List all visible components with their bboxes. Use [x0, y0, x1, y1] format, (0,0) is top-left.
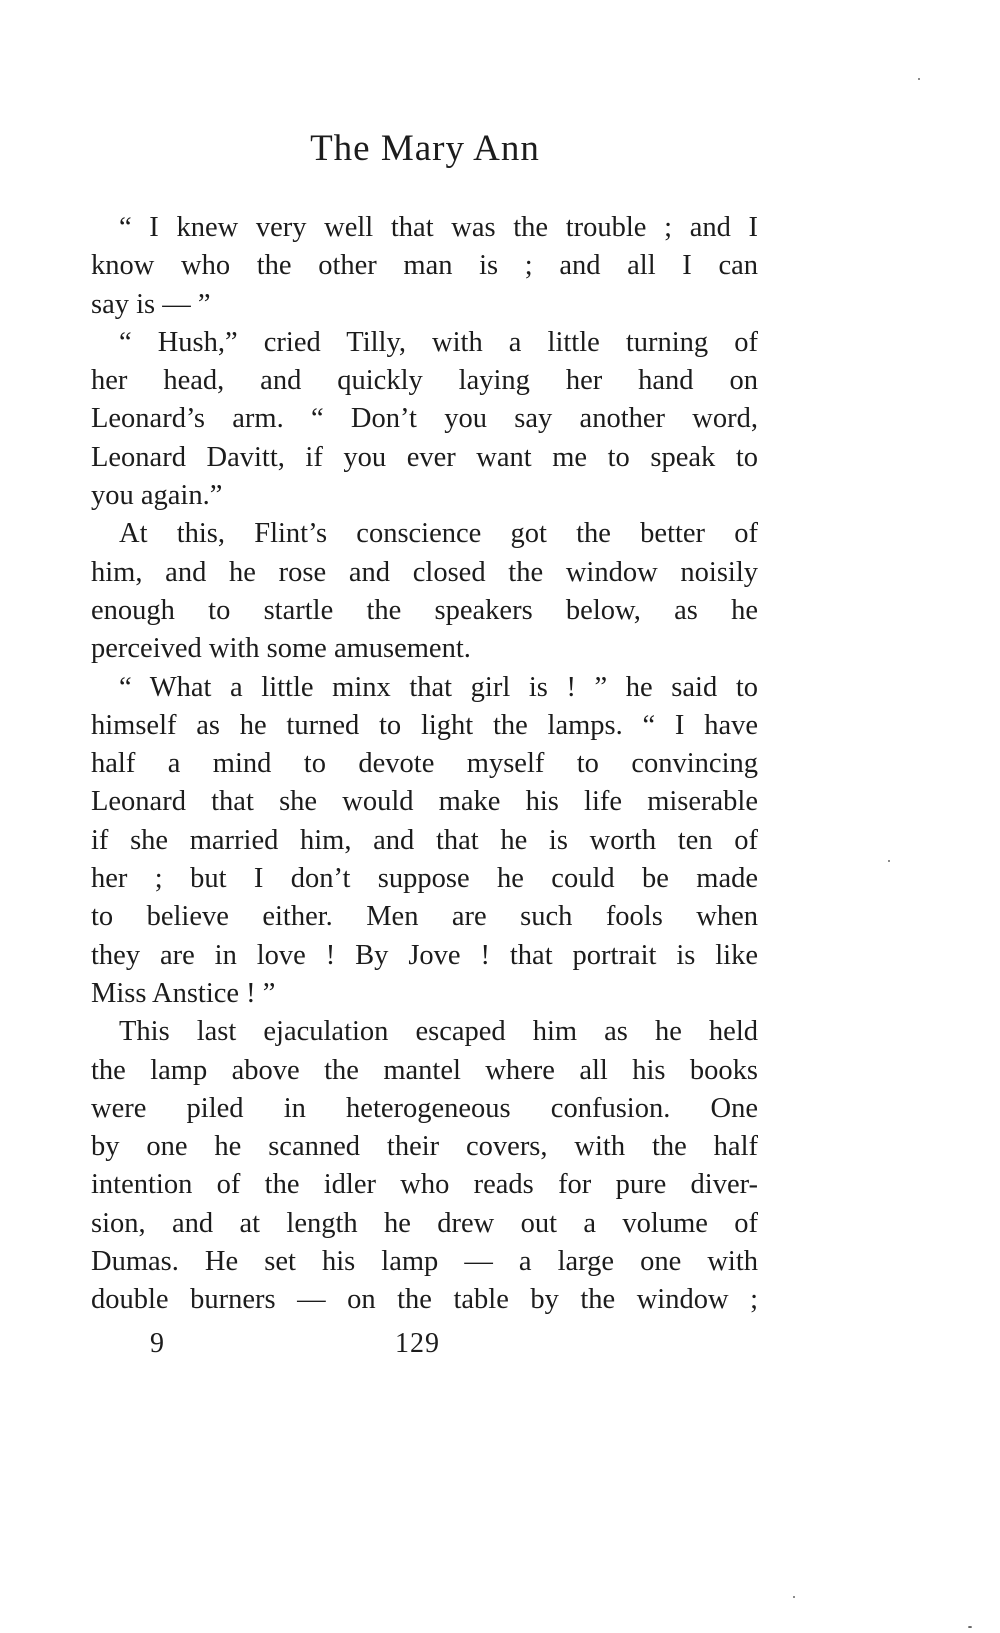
text-line: “ I knew very well that was the trouble ; and I — [119, 212, 758, 243]
text-line: intention of the idler who reads for pure diver- — [91, 1169, 758, 1201]
paragraph — [91, 669, 758, 1014]
running-head: The Mary Ann — [310, 128, 540, 169]
text-line: enough to startle the speakers below, as he — [91, 594, 758, 626]
text-line: This last ejaculation escaped him as he held — [119, 1016, 758, 1048]
page-number: 129 — [395, 1328, 440, 1359]
paragraph — [91, 324, 758, 515]
text-line: Dumas. He set his lamp — a large one with — [91, 1246, 758, 1278]
scan-speck — [888, 860, 890, 862]
text-line: half a mind to devote myself to convincing — [91, 748, 758, 780]
paragraph — [91, 515, 758, 668]
text-line: know who the other man is ; and all I can — [91, 250, 758, 282]
text-line: to believe either. Men are such fools when — [91, 901, 758, 933]
text-line: “ Hush,” cried Tilly, with a little turning of — [119, 326, 758, 358]
text-line: the lamp above the mantel where all his books — [91, 1054, 758, 1086]
body-text — [91, 209, 758, 1320]
scan-speck — [968, 1626, 972, 1628]
text-line: if she married him, and that he is worth ten of — [91, 824, 758, 856]
paragraph — [91, 209, 758, 324]
text-line: say is — ” — [91, 288, 211, 320]
signature-mark: 9 — [150, 1328, 164, 1359]
text-line: Leonard’s arm. “ Don’t you say another word, — [91, 403, 758, 435]
scan-speck — [793, 1596, 795, 1598]
text-line: double burners — on the table by the window ; — [91, 1284, 758, 1316]
text-line: were piled in heterogeneous confusion. One — [91, 1092, 758, 1124]
text-line: her ; but I don’t suppose he could be made — [91, 863, 758, 895]
text-line: At this, Flint’s conscience got the better of — [119, 518, 758, 550]
text-line: by one he scanned their covers, with the half — [91, 1131, 758, 1163]
scan-speck — [918, 78, 920, 80]
text-line: Leonard that she would make his life miserable — [91, 786, 758, 818]
text-line: “ What a little minx that girl is ! ” he said to — [119, 671, 758, 703]
paragraph — [91, 1013, 758, 1319]
text-line: her head, and quickly laying her hand on — [91, 365, 758, 397]
text-line: you again.” — [91, 480, 223, 512]
text-line: sion, and at length he drew out a volume of — [91, 1207, 758, 1239]
text-line: Leonard Davitt, if you ever want me to speak to — [91, 441, 758, 473]
text-line: Miss Anstice ! ” — [91, 977, 276, 1009]
text-line: himself as he turned to light the lamps. “ I have — [91, 709, 758, 741]
text-line: him, and he rose and closed the window noisily — [91, 556, 758, 588]
text-line: they are in love ! By Jove ! that portrait is like — [91, 939, 758, 971]
text-line: perceived with some amusement. — [91, 633, 471, 665]
